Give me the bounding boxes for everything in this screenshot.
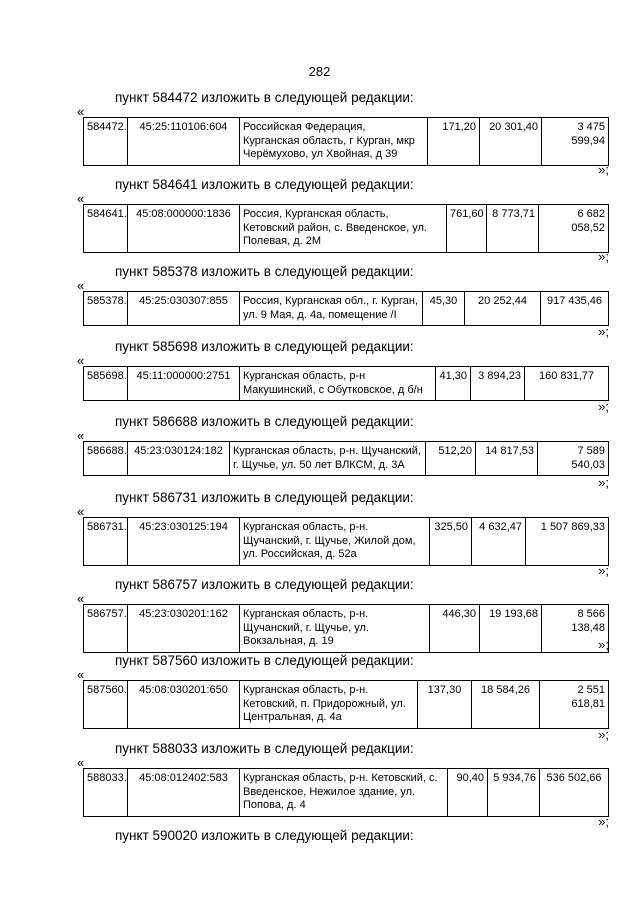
area: 446,30	[430, 605, 480, 653]
entry-table	[83, 768, 609, 817]
item-number: 584472.	[84, 118, 128, 166]
open-quote: «	[77, 428, 85, 443]
cadastral-number: 45:25:110106:604	[128, 118, 240, 166]
item-title: пункт 586757 изложить в следующей редакции:	[115, 577, 414, 592]
entry-table	[83, 441, 609, 476]
area: 761,60	[447, 205, 487, 253]
area: 45,30	[423, 292, 465, 326]
entry-table	[83, 680, 609, 729]
item-title: пункт 590020 изложить в следующей редакции:	[115, 828, 414, 843]
cadastral-number: 45:11:000000:2751	[128, 367, 240, 401]
total-value: 3 475 599,94	[542, 118, 609, 166]
unit-value: 19 193,68	[480, 605, 542, 653]
item-number: 585378.	[84, 292, 128, 326]
table-row	[84, 681, 609, 729]
open-quote: «	[77, 191, 85, 206]
entry-table	[83, 517, 609, 566]
item-number: 584641.	[84, 205, 128, 253]
cadastral-number: 45:08:030201:650	[128, 681, 240, 729]
open-quote: «	[77, 591, 85, 606]
area: 137,30	[418, 681, 472, 729]
area: 41,30	[436, 367, 471, 401]
close-quote: »;	[598, 637, 609, 652]
item-number: 587560.	[84, 681, 128, 729]
item-number: 588033.	[84, 769, 128, 817]
address: Курганская область, р-н. Щучанский, г. Щучье, ул. Вокзальная, д. 19	[240, 605, 430, 653]
close-quote: »;	[598, 162, 609, 177]
item-number: 586688.	[84, 442, 128, 476]
address: Курганская область, р-н. Щучанский, г. Щучье, Жилой дом, ул. Российская, д. 52а	[240, 518, 430, 566]
entry-table	[83, 117, 609, 166]
address: Курганская область, р-н Макушинский, с Обутковское, д б/н	[240, 367, 436, 401]
close-quote: »;	[598, 399, 609, 414]
area: 171,20	[428, 118, 480, 166]
table-row	[84, 605, 609, 653]
item-title: пункт 585698 изложить в следующей редакции:	[115, 339, 414, 354]
address: Курганская область, р-н. Кетовский, с. Введенское, Нежилое здание, ул. Попова, д. 4	[240, 769, 448, 817]
item-title: пункт 588033 изложить в следующей редакции:	[115, 741, 414, 756]
cadastral-number: 45:25:030307:855	[128, 292, 240, 326]
table-row	[84, 442, 609, 476]
address: Россия, Курганская область, Кетовский район, с. Введенское, ул. Полевая, д. 2М	[240, 205, 447, 253]
open-quote: «	[77, 504, 85, 519]
item-title: пункт 587560 изложить в следующей редакции:	[115, 653, 414, 668]
close-quote: »;	[598, 727, 609, 742]
item-title: пункт 584641 изложить в следующей редакции:	[115, 177, 414, 192]
table-row	[84, 518, 609, 566]
unit-value: 20 252,44	[465, 292, 541, 326]
total-value: 917 435,46	[541, 292, 609, 326]
open-quote: «	[77, 278, 85, 293]
unit-value: 3 894,23	[471, 367, 525, 401]
item-title: пункт 584472 изложить в следующей редакции:	[115, 90, 414, 105]
entry-table	[83, 366, 609, 401]
close-quote: »;	[598, 475, 609, 490]
cadastral-number: 45:08:000000:1836	[128, 205, 240, 253]
address: Курганская область, р-н. Щучанский, г. Щучье, ул. 50 лет ВЛКСМ, д. 3А	[230, 442, 426, 476]
item-title: пункт 586688 изложить в следующей редакции:	[115, 414, 414, 429]
unit-value: 4 632,47	[472, 518, 526, 566]
open-quote: «	[77, 755, 85, 770]
cadastral-number: 45:23:030201:162	[128, 605, 240, 653]
entry-table	[83, 604, 609, 653]
table-row	[84, 367, 609, 401]
unit-value: 5 934,76	[488, 769, 540, 817]
address: Российская Федерация, Курганская область, г Курган, мкр Черёмухово, ул Хвойная, д 39	[240, 118, 428, 166]
total-value: 2 551 618,81	[540, 681, 609, 729]
open-quote: «	[77, 104, 85, 119]
item-title: пункт 586731 изложить в следующей редакции:	[115, 490, 414, 505]
cadastral-number: 45:23:030124:182	[128, 442, 230, 476]
item-number: 586757.	[84, 605, 128, 653]
total-value: 7 589 540,03	[538, 442, 609, 476]
item-number: 585698.	[84, 367, 128, 401]
total-value: 6 682 058,52	[539, 205, 609, 253]
table-row	[84, 205, 609, 253]
entry-table	[83, 291, 609, 326]
area: 512,20	[426, 442, 476, 476]
close-quote: »;	[598, 249, 609, 264]
item-number: 586731.	[84, 518, 128, 566]
total-value: 536 502,66	[540, 769, 609, 817]
close-quote: »;	[598, 814, 609, 829]
unit-value: 18 584,26	[472, 681, 540, 729]
total-value: 8 566 138,48	[542, 605, 609, 653]
close-quote: »;	[598, 563, 609, 578]
unit-value: 8 773,71	[487, 205, 539, 253]
address: Курганская область, р-н. Кетовский, п. Придорожный, ул. Центральная, д. 4а	[240, 681, 418, 729]
area: 325,50	[430, 518, 472, 566]
area: 90,40	[448, 769, 488, 817]
unit-value: 20 301,40	[480, 118, 542, 166]
unit-value: 14 817,53	[476, 442, 538, 476]
total-value: 1 507 869,33	[526, 518, 609, 566]
close-quote: »;	[598, 324, 609, 339]
table-row	[84, 118, 609, 166]
cadastral-number: 45:23:030125:194	[128, 518, 240, 566]
page-number: 282	[308, 64, 331, 79]
item-title: пункт 585378 изложить в следующей редакции:	[115, 264, 414, 279]
address: Россия, Курганская обл., г. Курган, ул. 9 Мая, д. 4а, помещение /I	[240, 292, 423, 326]
open-quote: «	[77, 667, 85, 682]
open-quote: «	[77, 353, 85, 368]
table-row	[84, 769, 609, 817]
table-row	[84, 292, 609, 326]
total-value: 160 831,77	[525, 367, 609, 401]
cadastral-number: 45:08:012402:583	[128, 769, 240, 817]
entry-table	[83, 204, 609, 253]
